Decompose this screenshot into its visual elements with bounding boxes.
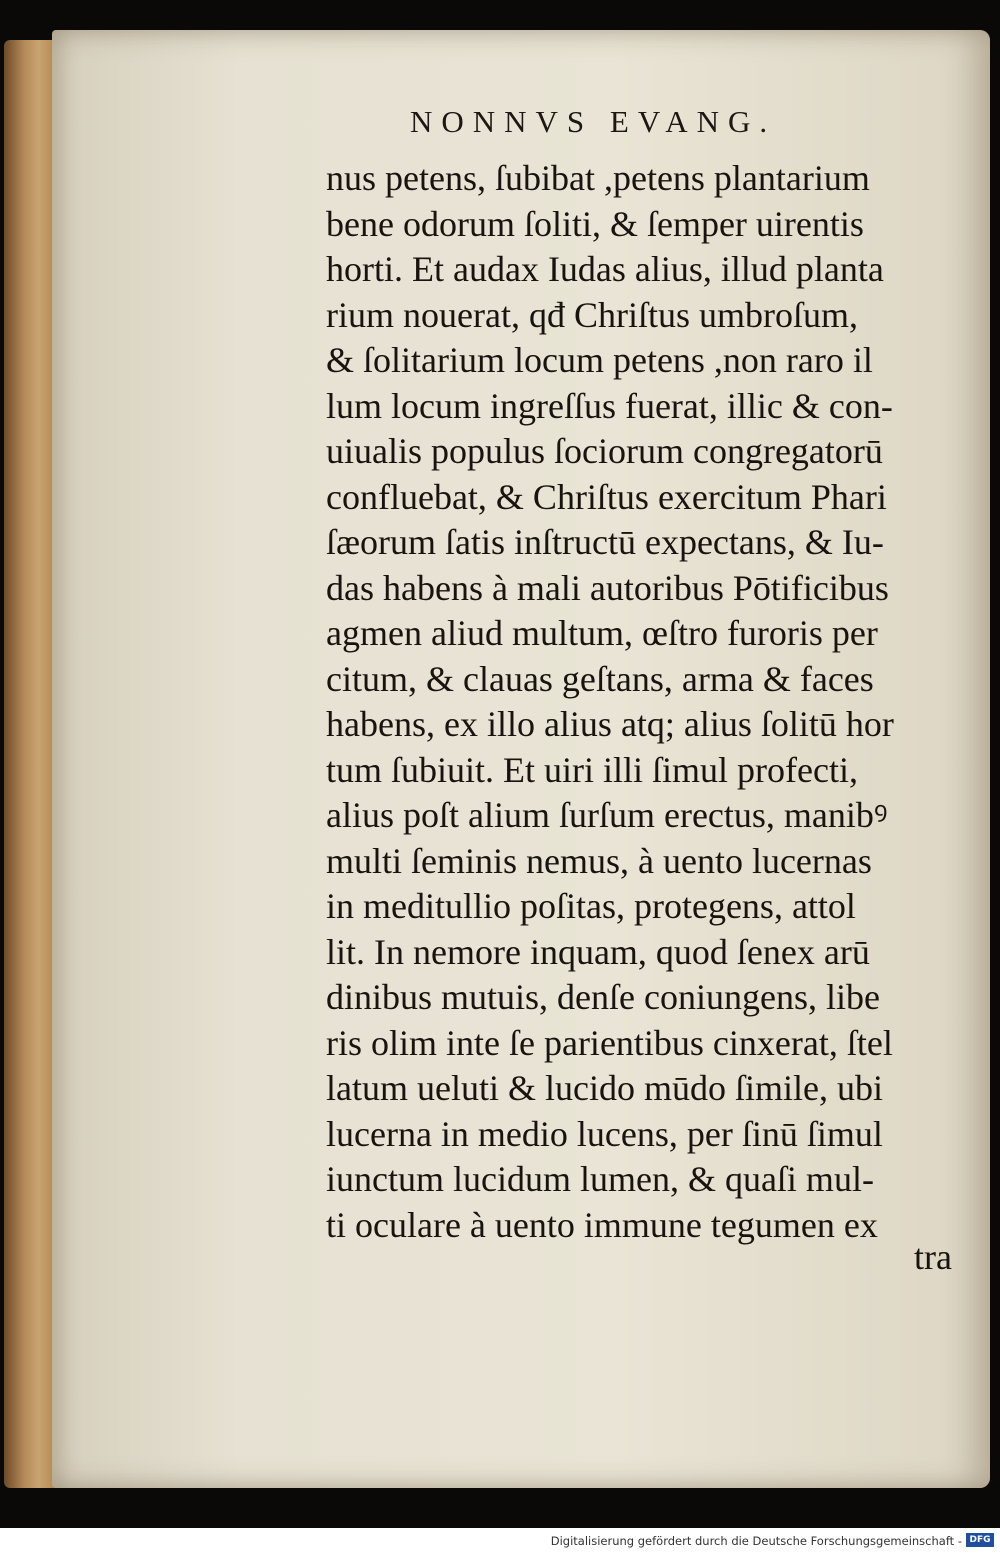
text-line: rium nouerat, qđ Chriſtus umbroſum, — [326, 294, 858, 335]
text-line: iunctum lucidum lumen, & quaſi mul- — [326, 1159, 874, 1199]
footer-bar — [0, 1528, 1000, 1554]
text-line: in meditullio poſitas, protegens, attol — [326, 886, 856, 926]
text-line: citum, & clauas geſtans, arma & faces — [326, 658, 874, 699]
text-line: agmen aliud multum, œſtro furoris per — [326, 613, 878, 653]
text-line: ſæorum ſatis inſtructū expectans, & Iu- — [326, 522, 884, 562]
text-line: alius poſt alium ſurſum erectus, manibꝰ — [326, 795, 888, 835]
text-line: tum ſubiuit. Et uiri illi ſimul profecti, — [326, 749, 858, 790]
text-line: dinibus mutuis, denſe coniungens, libe — [326, 977, 880, 1017]
text-line: lum locum ingreſſus fuerat, illic & con- — [326, 385, 893, 426]
funding-credit: Digitalisierung gefördert durch die Deutsche Forschungsgemeinschaft - — [550, 1534, 962, 1548]
text-line: uiualis populus ſociorum congregatorū — [326, 431, 883, 471]
text-line: lucerna in medio lucens, per ſinū ſimul — [326, 1113, 883, 1154]
body-text — [326, 156, 966, 1248]
catchword: tra — [914, 1237, 952, 1277]
text-line: ris olim inte ſe parientibus cinxerat, ſtel — [326, 1022, 893, 1063]
text-line: das habens à mali autoribus Pōtificibus — [326, 567, 889, 608]
running-head: NONNVS EVANG. — [410, 104, 777, 139]
text-line: confluebat, & Chriſtus exercitum Phari — [326, 476, 887, 517]
text-line: habens, ex illo alius atq; alius ſolitū hor — [326, 704, 894, 744]
text-line: latum ueluti & lucido mūdo ſimile, ubi — [326, 1068, 883, 1108]
text-line: & ſolitarium locum petens ,non raro il — [326, 340, 873, 380]
text-line: horti. Et audax Iudas alius, illud planta — [326, 249, 884, 289]
text-line: nus petens, ſubibat ,petens plantarium — [326, 158, 870, 198]
dfg-logo-icon: DFG — [966, 1533, 994, 1547]
text-line: ti oculare à uento immune tegumen ex — [326, 1204, 878, 1245]
text-line: lit. In nemore inquam, quod ſenex arū — [326, 931, 870, 972]
text-line: bene odorum ſoliti, & ſemper uirentis — [326, 203, 864, 244]
text-line: multi ſeminis nemus, à uento lucernas — [326, 840, 872, 881]
